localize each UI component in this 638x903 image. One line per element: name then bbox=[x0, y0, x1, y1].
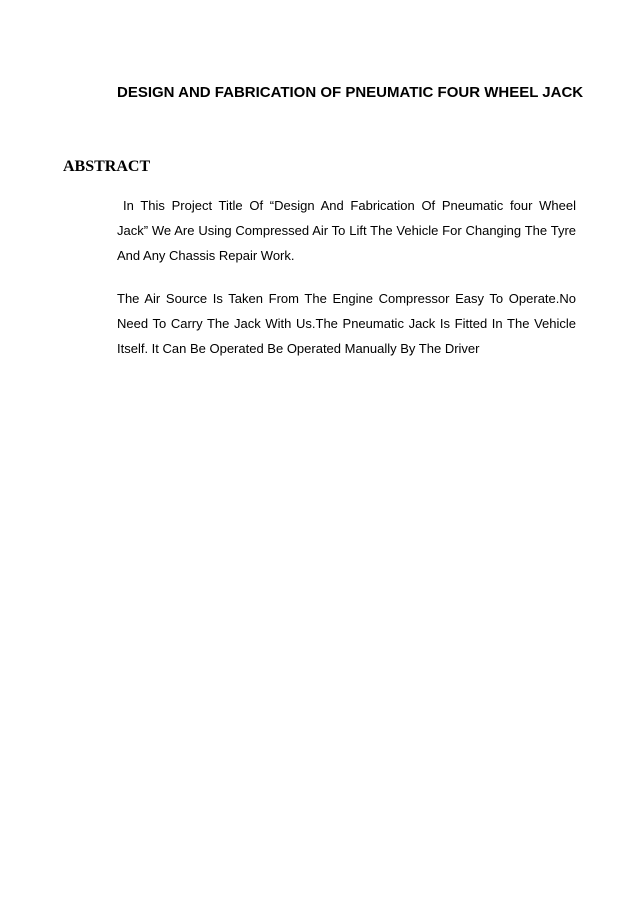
abstract-heading: ABSTRACT bbox=[63, 158, 151, 175]
abstract-paragraph-2: The Air Source Is Taken From The Engine Compressor Easy To Operate.No Need To Carry The Jack With Us.The Pneumatic Jack Is Fitted In The Vehicle Itself. It Can Be Operated Be Operated Manually By The Driver bbox=[117, 291, 576, 356]
abstract-paragraph-1: In This Project Title Of “Design And Fabrication Of Pneumatic four Wheel Jack” We Are Using Compressed Air To Lift The Vehicle For Changing The Tyre And Any Chassis Repair Work. bbox=[117, 198, 576, 263]
document-title: DESIGN AND FABRICATION OF PNEUMATIC FOUR WHEEL JACK bbox=[117, 84, 584, 101]
